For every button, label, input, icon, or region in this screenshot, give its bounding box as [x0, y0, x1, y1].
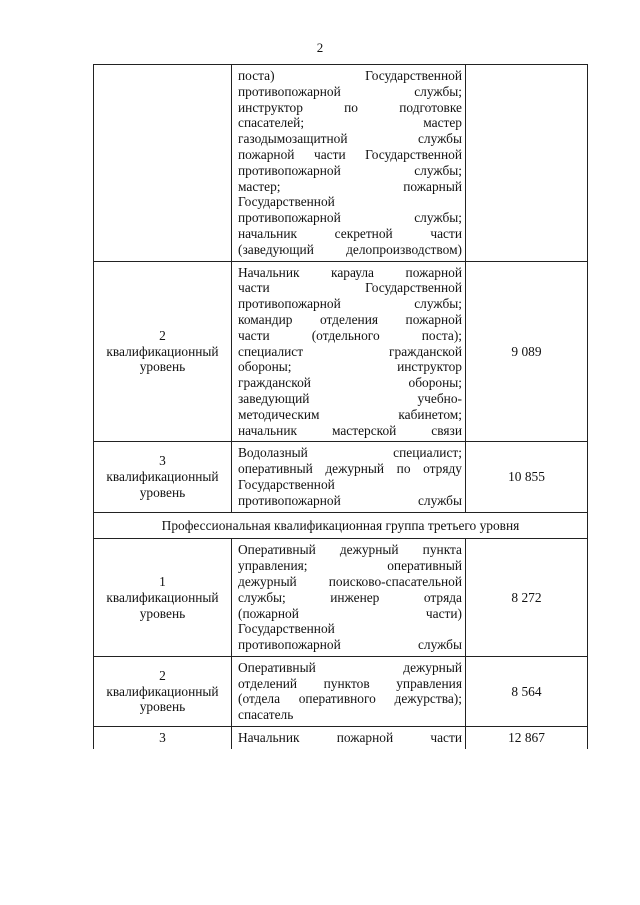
positions-cell-line: Водолазный специалист;: [238, 445, 462, 461]
positions-cell-line: (заведующий делопроизводством): [238, 241, 462, 257]
positions-cell-line: специалист гражданской: [238, 343, 462, 359]
group-header-row: [94, 512, 588, 539]
positions-cell-line: противопожарной службы;: [238, 83, 462, 99]
positions-cell-line: инструктор по подготовке: [238, 99, 462, 115]
group-header: Профессиональная квалификационная группа третьего уровня: [94, 512, 588, 539]
qualification-level-cell-line: квалификационный: [106, 343, 219, 359]
table-row: [94, 656, 588, 726]
positions-cell-line: командир отделения пожарной: [238, 311, 462, 327]
positions-cell: [232, 65, 466, 262]
positions-cell-line: противопожарной службы;: [238, 210, 462, 226]
page-number: 2: [316, 40, 324, 55]
positions-cell-line: Оперативный дежурный пункта: [238, 542, 462, 558]
positions-cell-line: поста) Государственной: [238, 68, 462, 83]
table-row: [94, 442, 588, 512]
positions-cell-line: службы; инженер отряда: [238, 589, 462, 605]
positions-cell-line: мастер; пожарный: [238, 178, 462, 194]
positions-cell-line: начальник мастерской связи: [238, 422, 462, 438]
salary-table: [93, 64, 588, 749]
positions-cell-line: Начальник пожарной части: [238, 730, 462, 746]
salary-cell: [466, 65, 588, 262]
qualification-level-cell-line: 2: [159, 327, 166, 343]
positions-cell: [232, 539, 466, 657]
positions-cell-line: Оперативный дежурный: [238, 659, 462, 675]
positions-cell-line: (отдела оперативного дежурства);: [238, 691, 462, 707]
positions-cell-line: Государственной: [238, 476, 335, 492]
positions-cell: [232, 656, 466, 726]
positions-cell-line: Начальник караула пожарной: [238, 264, 462, 280]
qualification-level-cell: [94, 442, 232, 512]
salary-table-body: [94, 65, 588, 749]
salary-cell: 8 564: [466, 656, 588, 726]
positions-cell-line: оперативный дежурный по отряду: [238, 461, 462, 477]
positions-cell-line: обороны; инструктор: [238, 359, 462, 375]
positions-cell-line: противопожарной службы;: [238, 162, 462, 178]
positions-cell-line: Государственной: [238, 621, 335, 637]
positions-cell-line: противопожарной службы: [238, 492, 462, 508]
qualification-level-cell: [94, 65, 232, 262]
qualification-level-cell-line: уровень: [139, 605, 186, 621]
table-row: [94, 65, 588, 262]
salary-cell: 10 855: [466, 442, 588, 512]
salary-cell: 9 089: [466, 261, 588, 442]
qualification-level-cell-line: уровень: [139, 484, 186, 500]
qualification-level-cell-line: 1: [159, 573, 166, 589]
qualification-level-cell-line: 3: [159, 453, 166, 469]
positions-cell: [232, 261, 466, 442]
salary-cell: 12 867: [466, 727, 588, 749]
qualification-level-cell: [94, 261, 232, 442]
positions-cell-line: методическим кабинетом;: [238, 406, 462, 422]
positions-cell-line: гражданской обороны;: [238, 375, 462, 391]
qualification-level-cell-line: 2: [159, 667, 166, 683]
positions-cell-line: Государственной: [238, 194, 335, 210]
positions-cell-line: заведующий учебно-: [238, 390, 462, 406]
positions-cell-line: пожарной части Государственной: [238, 146, 462, 162]
positions-cell-line: противопожарной службы;: [238, 296, 462, 312]
qualification-level-cell-line: уровень: [139, 699, 186, 715]
table-row: [94, 727, 588, 749]
positions-cell-line: спасателей; мастер: [238, 115, 462, 131]
qualification-level-cell: [94, 539, 232, 657]
positions-cell-line: дежурный поисково-спасательной: [238, 573, 462, 589]
positions-cell-line: части (отдельного поста);: [238, 327, 462, 343]
salary-cell: 8 272: [466, 539, 588, 657]
table-row: [94, 261, 588, 442]
positions-cell-line: спасатель: [238, 707, 294, 723]
positions-cell-line: (пожарной части): [238, 605, 462, 621]
positions-cell-line: части Государственной: [238, 280, 462, 296]
positions-cell: [232, 442, 466, 512]
qualification-level-cell-line: квалификационный: [106, 469, 219, 485]
positions-cell-line: противопожарной службы: [238, 637, 462, 653]
qualification-level-cell: [94, 656, 232, 726]
positions-cell-line: начальник секретной части: [238, 225, 462, 241]
positions-cell-line: газодымозащитной службы: [238, 131, 462, 147]
positions-cell: [232, 727, 466, 749]
qualification-level-cell-line: квалификационный: [106, 589, 219, 605]
positions-cell-line: управления; оперативный: [238, 558, 462, 574]
positions-cell-line: отделений пунктов управления: [238, 675, 462, 691]
table-row: [94, 539, 588, 657]
qualification-level-cell-line: уровень: [139, 359, 186, 375]
qualification-level-cell-line: квалификационный: [106, 683, 219, 699]
qualification-level-cell: [94, 727, 232, 749]
qualification-level-cell-line: 3: [159, 730, 166, 746]
